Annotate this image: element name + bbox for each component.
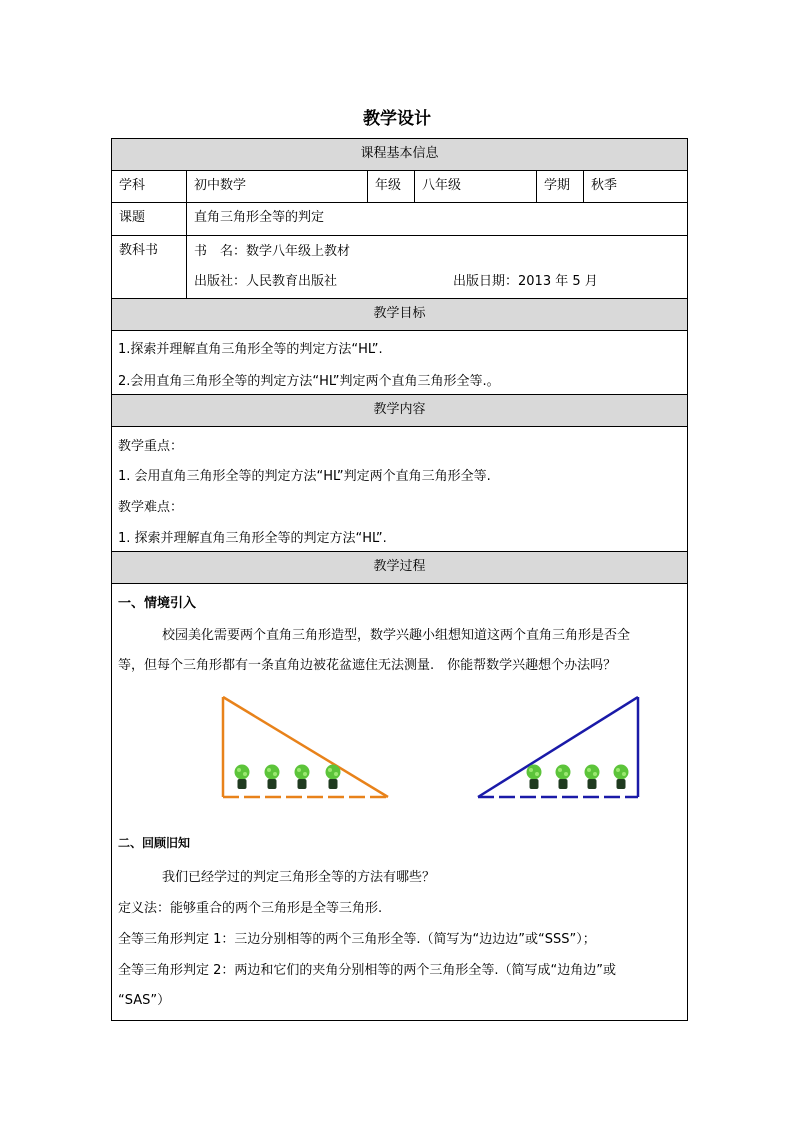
objective-item: 2.会用直角三角形全等的判定方法“HL”判定两个直角三角形全等.。	[118, 374, 500, 389]
flower-pot-icon	[556, 765, 571, 790]
difficulty-item: 1. 探索并理解直角三角形全等的判定方法“HL”.	[118, 531, 387, 546]
flower-pot-icon	[235, 765, 250, 790]
grade-value: 八年级	[414, 171, 536, 202]
key-point-item: 1. 会用直角三角形全等的判定方法“HL”判定两个直角三角形全等.	[118, 469, 491, 484]
basic-info-header-text: 课程基本信息	[360, 146, 439, 161]
subject-row	[111, 170, 688, 202]
topic-value: 直角三角形全等的判定	[186, 203, 688, 235]
definition-method: 定义法：能够重合的两个三角形是全等三角形.	[118, 901, 383, 916]
flower-pot-icon	[585, 765, 600, 790]
grade-label: 年级	[367, 171, 414, 202]
textbook-row	[111, 235, 688, 298]
book-name: 书 名：数学八年级上教材	[194, 244, 351, 259]
key-points-label: 教学重点：	[118, 439, 184, 454]
topic-label: 课题	[119, 210, 146, 225]
subject-value: 初中数学	[186, 171, 367, 202]
flower-pot-icon	[326, 765, 341, 790]
publish-date: 出版日期：2013 年 5 月	[453, 274, 598, 289]
objectives-header-text: 教学目标	[373, 306, 426, 321]
content-body	[111, 426, 688, 551]
term-label: 学期	[536, 171, 583, 202]
content-header	[111, 394, 688, 426]
objectives-header	[111, 298, 688, 330]
triangle-right-hypotenuse	[478, 697, 638, 797]
section-1-title: 一、情境引入	[118, 596, 197, 611]
objectives-body	[111, 330, 688, 394]
scenario-text-line-1: 校园美化需要两个直角三角形造型，数学兴趣小组想知道这两个直角三角形是否全	[162, 628, 631, 643]
topic-row	[111, 202, 688, 235]
publisher: 出版社：人民教育出版社	[194, 274, 338, 289]
scenario-text-line-2: 等，但每个三角形都有一条直角边被花盆遮住无法测量. 你能帮数学兴趣想个办法吗？	[118, 658, 617, 673]
section-2-title: 二、回顾旧知	[118, 836, 191, 850]
flower-pot-icon	[295, 765, 310, 790]
difficulty-label: 教学难点：	[118, 500, 184, 515]
subject-label: 学科	[119, 178, 146, 193]
process-body	[111, 583, 688, 1021]
objective-item: 1.探索并理解直角三角形全等的判定方法“HL”.	[118, 342, 383, 357]
right-triangle-right-figure	[472, 692, 647, 802]
flower-pot-icon	[614, 765, 629, 790]
flower-pot-icon	[527, 765, 542, 790]
lesson-table	[111, 138, 688, 1021]
content-header-text: 教学内容	[373, 402, 426, 417]
term-value: 秋季	[583, 171, 688, 202]
document-title: 教学设计	[363, 109, 431, 129]
textbook-label: 教科书	[119, 243, 159, 258]
right-triangle-left-figure	[212, 692, 397, 802]
textbook-detail	[186, 236, 688, 298]
review-question: 我们已经学过的判定三角形全等的方法有哪些？	[162, 870, 436, 885]
process-header	[111, 551, 688, 583]
congruence-rule-2-cont: “SAS”）	[118, 993, 171, 1008]
basic-info-header	[111, 138, 688, 170]
congruence-rule-1: 全等三角形判定 1：三边分别相等的两个三角形全等.（简写为“边边边”或“SSS”）；	[118, 932, 596, 947]
flower-pot-icon	[265, 765, 280, 790]
process-header-text: 教学过程	[373, 559, 426, 574]
congruence-rule-2: 全等三角形判定 2：两边和它们的夹角分别相等的两个三角形全等.（简写成“边角边”或	[118, 963, 617, 978]
